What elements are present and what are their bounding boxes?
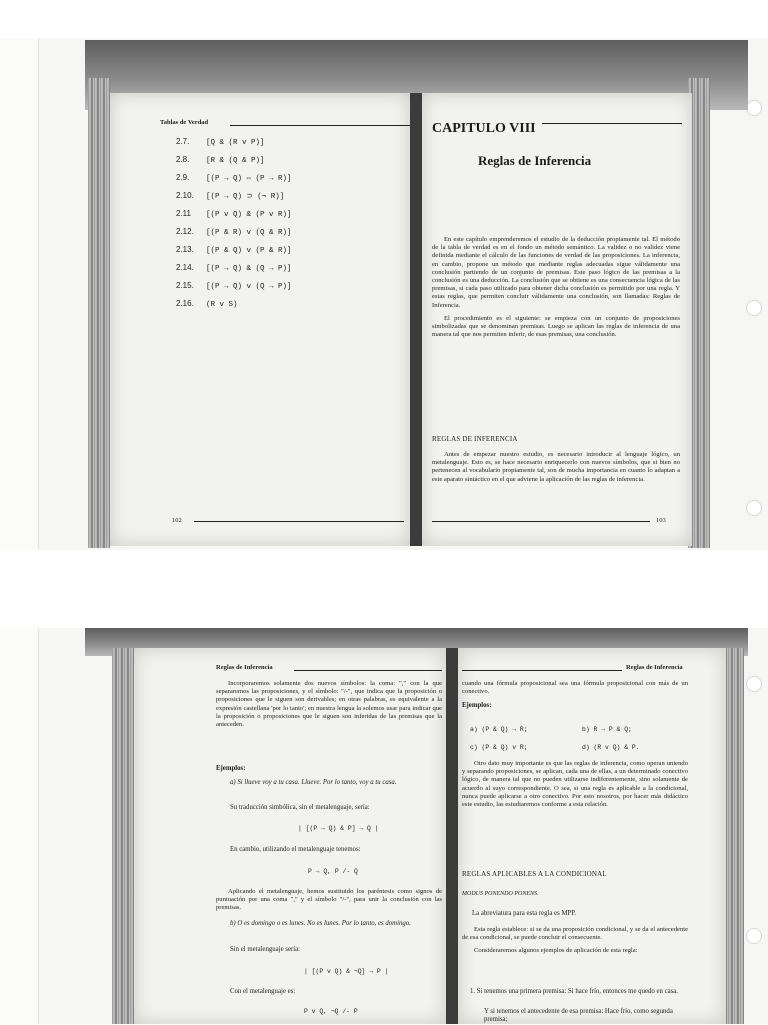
without-meta-text: Sin el metalenguaje sería: (230, 946, 301, 953)
rule-text (462, 926, 688, 961)
intro-text (432, 236, 680, 344)
formula: | [(P → Q) & P] → Q | (298, 825, 379, 832)
page-number: 102 (172, 517, 182, 524)
paragraph: Aplicando el metalenguaje, hemos sustituido los paréntesis como signos de puntuación por una coma "," y el símbolo "/-", para unir la conclusión con las premisas. (216, 888, 442, 912)
examples-heading: Ejemplos: (462, 702, 492, 709)
contrast-text: En cambio, utilizando el metalenguaje tenemos: (230, 846, 361, 853)
list-item: 2.12. [(P & R) v (Q & R)] (176, 227, 292, 237)
example-item: c) (P & Q) v R; (470, 744, 528, 751)
list-item: 2.16. (R v S) (176, 299, 238, 309)
list-item: 2.7. [Q & (R v P)] (176, 137, 265, 147)
section-text (432, 451, 680, 489)
margin-strip (0, 38, 39, 550)
with-meta-text: Con el metalenguaje es: (230, 988, 296, 995)
header-rule (462, 670, 622, 671)
running-header: Reglas de Inferencia (626, 664, 683, 671)
list-item: 2.13. [(P & Q) v (P & R)] (176, 245, 292, 255)
formula: P → Q, P /- Q (308, 868, 358, 875)
formula: | [(P v Q) & ¬Q] → P | (304, 968, 389, 975)
paragraph: Consideraremos algunos ejemplos de aplicación de esta regla: (474, 947, 638, 955)
continuation-text (462, 680, 688, 701)
list-item: 2.10. [(P → Q) ⊃ (¬ R)] (176, 191, 285, 201)
binder-hole (746, 100, 762, 116)
scan-top (0, 38, 768, 550)
list-item: 2.11 [(P v Q) & (P v R)] (176, 209, 292, 219)
paragraph: cuando una fórmula proposicional sea una fórmula proposicional con más de un conectivo. (462, 680, 688, 696)
section-heading: REGLAS DE INFERENCIA (432, 435, 518, 443)
chapter-subtitle: Reglas de Inferencia (478, 153, 592, 168)
section-heading: REGLAS APLICABLES A LA CONDICIONAL (462, 870, 607, 878)
chapter-title: CAPITULO VIII (432, 121, 536, 136)
paragraph: Incorporaremos solamente dos nuevos símbolos: la coma: "," con la que separaremos las proposiciones, y el símbolo: "/-", que indica que la proposición o proposiciones que le siguen son derivables; en otras palabras, es equivalente a la expresión castellana 'por lo tanto'; en nuestra lengua la solemos usar para indicar que la proposición o proposiciones que le siguen son inferidas de las premisas que la anteceden. (216, 680, 442, 729)
explanation-text (216, 888, 442, 918)
binder-hole (746, 928, 762, 944)
translation-text: Su traducción simbólica, sin el metalenguaje, sería: (230, 804, 370, 811)
book-edge-left (88, 78, 110, 548)
rules-text (462, 760, 688, 814)
example-a: a) Si llueve voy a tu casa. Llueve. Por lo tanto, voy a tu casa. (230, 779, 397, 786)
example-item: d) (R v Q) & P. (582, 744, 640, 751)
examples-heading: Ejemplos: (216, 765, 246, 772)
example-item: a) (P & Q) → R; (470, 726, 528, 733)
paragraph: Antes de empezar nuestro estudio, es necesario introducir al lenguaje lógico, un metalenguaje. Esto es, se hace necesario enriquecerlo con nuevos símbolos, que si bien no pertenecen al vocabulario propiamente tal, son de mucha importancia en cuanto lo adaptan a este aparato sintáctico en el que adviene la aplicación de las reglas de inferencia. (432, 451, 680, 483)
binder-hole (746, 676, 762, 692)
book-edge-left (112, 648, 134, 1024)
binder-hole (746, 500, 762, 516)
list-item: 2.15. [(P → Q) v (Q → P)] (176, 281, 292, 291)
list-item: 2.8. [R & (Q & P)] (176, 155, 265, 165)
running-header: Tablas de Verdad (160, 119, 209, 126)
page-number: 103 (656, 517, 666, 524)
list-item: 2.9. [(P → Q) ⇔ (P → R)] (176, 173, 292, 183)
paragraph: El procedimiento es el siguiente: se empieza con un conjunto de proposiciones simbolizadas que se denominan premisas. Luego se aplican las reglas de inferencia de una manera tal que nos permiten inferir, de esas premisas, una conclusión. (432, 314, 680, 339)
numbered-item-continued: Y si tenemos el antecedente de esa premisa: Hace frío, como segunda premisa; (484, 1008, 673, 1024)
abbrev-text: La abreviatura para esta regla es MPP. (472, 910, 576, 917)
scan-bottom (0, 628, 768, 1024)
running-header: Reglas de Inferencia (216, 664, 273, 671)
list-item: 2.14. [(P → Q) & (Q → P)] (176, 263, 292, 273)
header-rule (230, 125, 410, 126)
header-rule (294, 670, 442, 671)
paragraph: En este capítulo emprenderemos el estudio de la deducción propiamente tal. El método de la tabla de verdad es en el fondo un método semántico. La validez o no validez viene definida mediante el cálculo de las funciones de verdad de las proposiciones. La inferencia, en cambio, propone un método que mediante reglas adecuadas sigue válidamente una conclusión partiendo de un conjunto de premisas. Este paso lógico de las premisas a la conclusión es una deducción. La conclusión que se obtiene es una consecuencia lógica de las premisas, si cada paso utilizado para obtener dicha conclusión es permitido por una regla. Y estas reglas, que permiten concluir válidamente una conclusión, son llamadas: Reglas de Inferencia. (432, 236, 680, 309)
subsection-heading: MODUS PONENDO PONENS. (462, 891, 539, 897)
example-b: b) O es domingo o es lunes. No es lunes. Por lo tanto, es domingo. (230, 920, 411, 927)
margin-strip (0, 628, 39, 1024)
intro-text (216, 680, 442, 734)
footer-rule (194, 521, 404, 522)
paragraph: Esta regla establece: si se da una proposición condicional, y se da el antecedente de esa condicional, se puede concluir el consecuente. (462, 926, 688, 942)
formula: P v Q, ¬Q /- P (304, 1008, 358, 1015)
right-page (452, 648, 726, 1024)
example-item: b) R → P & Q; (582, 726, 632, 733)
left-page (110, 93, 416, 546)
numbered-item: 1. Si tenemos una primera premisa: Si hace frío, entonces me quedo en casa. (470, 988, 678, 995)
paragraph: Otro dato muy importante es que las reglas de inferencia, como operan uniendo y separando proposiciones, se aplican, cada una de ellas, a un determinado conectivo lógico, de manera tal que no pueden utilizarse indiferentemente, sino solamente de acuerdo al suyo correspondiente. O sea, si una regla es aplicable a la condicional, nunca puede aplicarse a otro conectivo. Por esto nosotros, por hacer más didáctico este estudio, las estudiaremos conforme a esta relación. (462, 760, 688, 809)
chapter-rule (542, 123, 682, 124)
right-page (416, 93, 692, 546)
left-page (134, 648, 452, 1024)
footer-rule (432, 521, 650, 522)
binder-hole (746, 300, 762, 316)
